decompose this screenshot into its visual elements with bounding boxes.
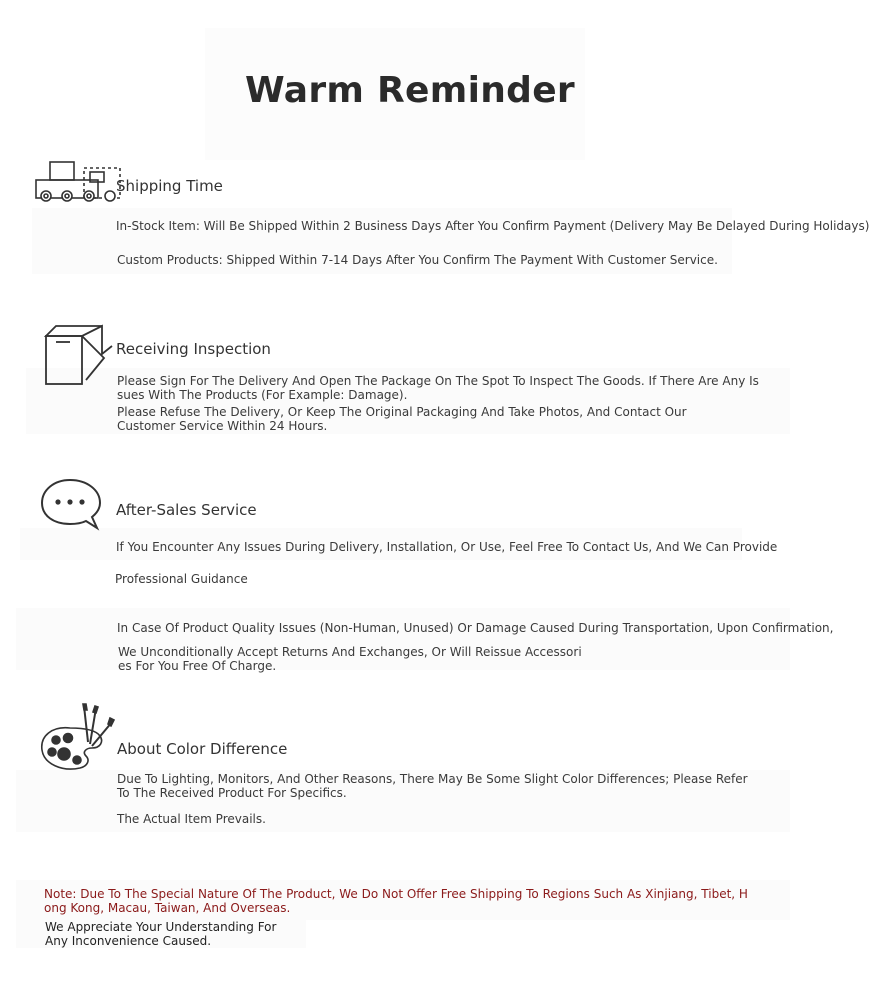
inspection-heading: Receiving Inspection: [116, 340, 271, 358]
color-prevails-text: The Actual Item Prevails.: [117, 812, 266, 826]
appreciation-note: We Appreciate Your Understanding For Any Inconvenience Caused.: [45, 920, 277, 948]
aftersales-guidance-text: Professional Guidance: [115, 572, 248, 586]
aftersales-heading: After-Sales Service: [116, 501, 257, 519]
palette-icon: [40, 704, 116, 772]
aftersales-contact-text: If You Encounter Any Issues During Delivery, Installation, Or Use, Feel Free To Contact Us, And We Can Provide: [116, 540, 778, 554]
shipping-instock-text: In-Stock Item: Will Be Shipped Within 2 Business Days After You Confirm Payment (Delivery May Be Delayed During Holidays): [116, 219, 869, 233]
inspection-refuse-text: Please Refuse The Delivery, Or Keep The Original Packaging And Take Photos, And Contact Our Customer Service Within 24 Hours.: [117, 405, 687, 433]
shipping-restriction-note: Note: Due To The Special Nature Of The Product, We Do Not Offer Free Shipping To Regions Such As Xinjiang, Tibet, Hong Kong, Macau, Taiwan, And Overseas.: [44, 887, 748, 915]
color-reason-text: Due To Lighting, Monitors, And Other Reasons, There May Be Some Slight Color Differences; Please Refer To The Received Product For Specifics.: [117, 772, 748, 800]
shipping-custom-text: Custom Products: Shipped Within 7-14 Days After You Confirm The Payment With Customer Service.: [117, 253, 718, 267]
chat-bubble-icon: [40, 478, 102, 532]
page-title: Warm Reminder: [245, 70, 575, 111]
truck-icon: [34, 160, 124, 206]
aftersales-returns-text: We Unconditionally Accept Returns And Exchanges, Or Will Reissue Accessories For You Free Of Charge.: [118, 645, 582, 673]
inspection-sign-text: Please Sign For The Delivery And Open The Package On The Spot To Inspect The Goods. If There Are Any Issues With The Products (For Example: Damage).: [117, 374, 759, 402]
box-icon: [42, 324, 112, 388]
aftersales-quality-text: In Case Of Product Quality Issues (Non-Human, Unused) Or Damage Caused During Transportation, Upon Confirmation,: [117, 621, 834, 635]
shipping-heading: Shipping Time: [116, 177, 223, 195]
color-heading: About Color Difference: [117, 740, 288, 758]
